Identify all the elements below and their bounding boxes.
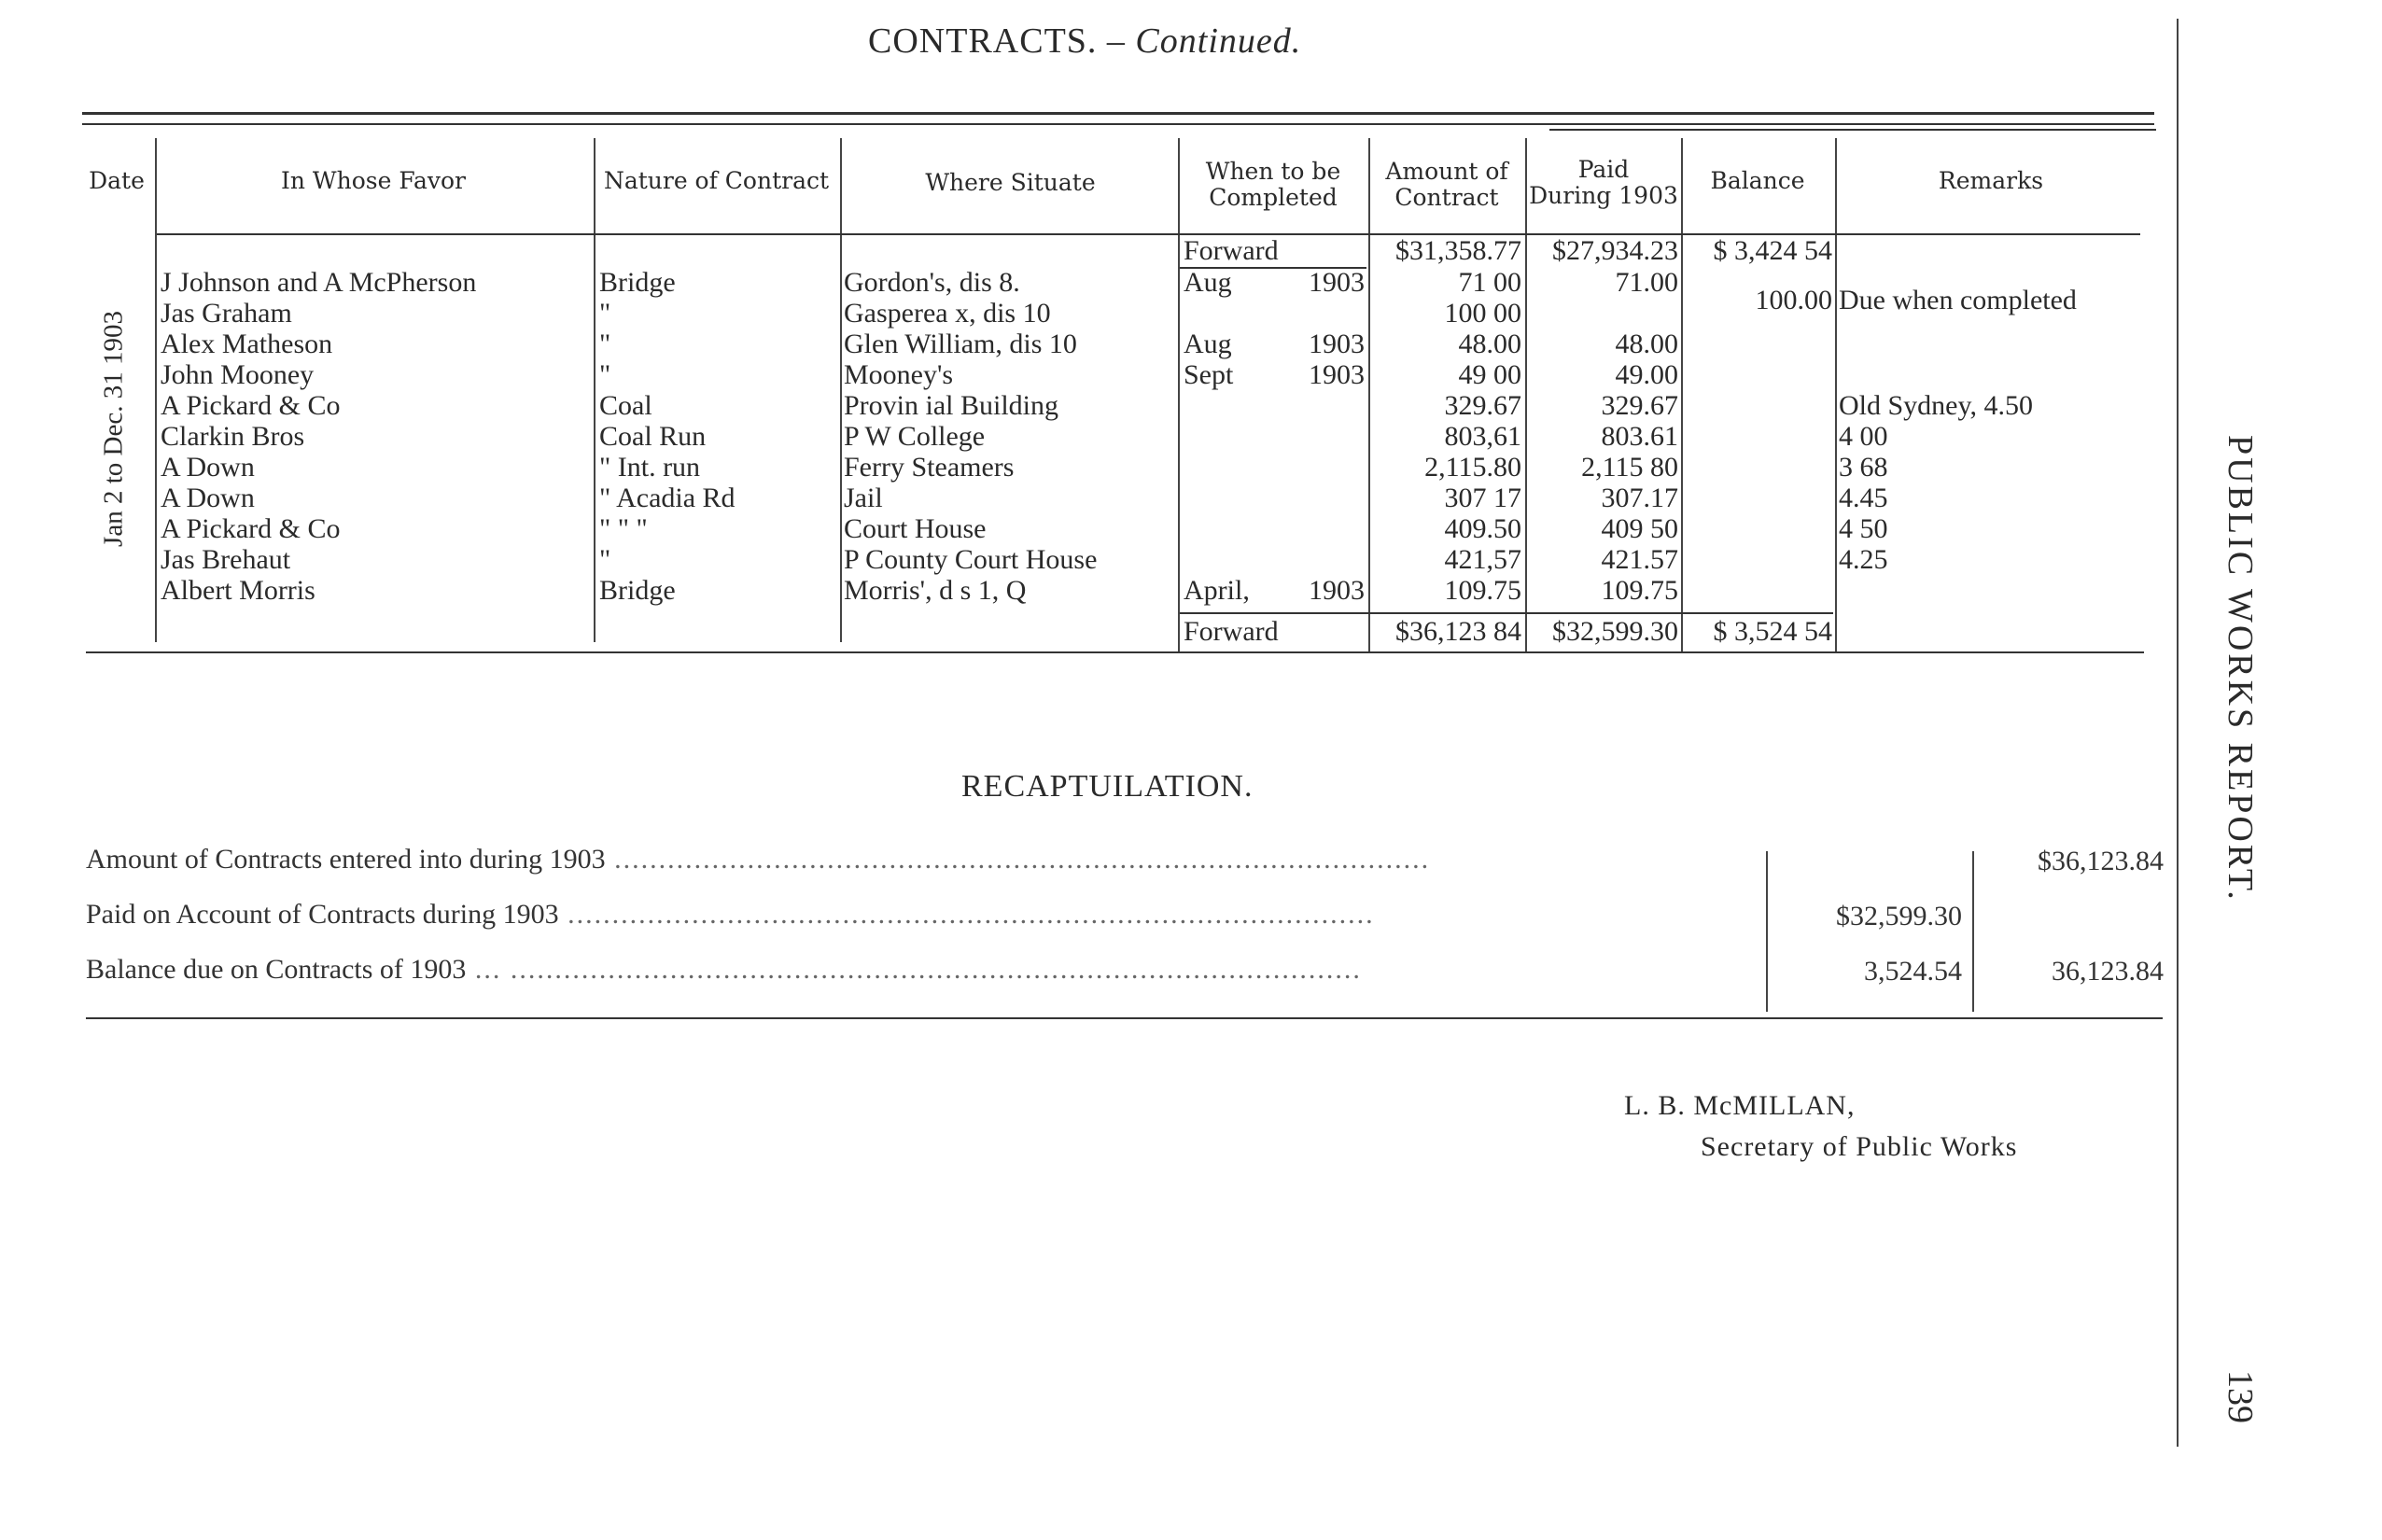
cell-where: Jail (844, 483, 883, 513)
table-bottom-rule (86, 651, 2144, 653)
cell-amount: 49 00 (1458, 359, 1521, 390)
cell-remarks: 4.25 (1839, 544, 1888, 575)
cell-when-year: 1903 (1309, 359, 1365, 390)
header-paid: Paid During 1903 (1529, 156, 1678, 209)
cell-nature: " (599, 544, 611, 575)
cell-favor: A Down (161, 452, 255, 483)
header-amount: Amount of Contract (1385, 158, 1508, 211)
cell-favor: Clarkin Bros (161, 421, 305, 452)
cell-paid: 49.00 (1615, 359, 1678, 390)
cell-nature: " (599, 298, 611, 329)
cell-paid: 48.00 (1615, 329, 1678, 359)
cell-nature: " " " (599, 513, 648, 544)
cell-when-month: April, (1184, 575, 1250, 606)
cell-favor: Albert Morris (161, 575, 315, 606)
top-rule (82, 112, 2154, 115)
cell-nature: Coal (599, 390, 652, 421)
header-balance: Balance (1710, 167, 1805, 194)
page-title: CONTRACTS. – Continued. (868, 21, 1302, 61)
header-where: Where Situate (925, 169, 1096, 196)
cell-when-month: Sept (1184, 359, 1234, 390)
cell-favor: A Down (161, 483, 255, 513)
col-divider (1681, 138, 1683, 651)
forward-bottom-balance: $ 3,524 54 (1713, 616, 1832, 647)
forward-bottom-label: Forward (1184, 616, 1279, 647)
margin-rule (2177, 19, 2179, 1447)
forward-bottom-paid: $32,599.30 (1552, 616, 1678, 647)
cell-when-month: Aug (1184, 267, 1232, 298)
forward-bottom-amount: $36,123 84 (1395, 616, 1521, 647)
recap-divider (1766, 851, 1768, 1012)
cell-nature: Coal Run (599, 421, 707, 452)
cell-where: P W College (844, 421, 986, 452)
forward-top-paid: $27,934.23 (1552, 235, 1678, 266)
cell-when-year: 1903 (1309, 575, 1365, 606)
cell-where: Gasperea x, dis 10 (844, 298, 1051, 329)
top-rule-2 (82, 123, 2154, 125)
forward-bottom-rule (1180, 612, 1833, 614)
col-divider (594, 138, 596, 642)
cell-remarks: 4.45 (1839, 483, 1888, 513)
cell-amount: 100 00 (1444, 298, 1521, 329)
recap-line-1-total: $36,123.84 (2038, 846, 2164, 876)
cell-where: Glen William, dis 10 (844, 329, 1077, 359)
col-divider (155, 138, 157, 642)
cell-where: Provin ial Building (844, 390, 1059, 421)
header-favor: In Whose Favor (280, 167, 467, 194)
date-range: Jan 2 to Dec. 31 1903 (98, 311, 129, 547)
cell-balance: 100.00 (1755, 285, 1832, 315)
cell-paid: 409 50 (1601, 513, 1678, 544)
cell-remarks: 4 00 (1839, 421, 1888, 452)
col-divider (1835, 138, 1837, 651)
cell-nature: " Acadia Rd (599, 483, 736, 513)
cell-remarks: 4 50 (1839, 513, 1888, 544)
recap-line-2: Paid on Account of Contracts during 1903 ........................................................................................... (86, 899, 1375, 930)
cell-favor: J Johnson and A McPherson (161, 267, 477, 298)
cell-where: Court House (844, 513, 987, 544)
cell-amount: 803,61 (1444, 421, 1521, 452)
cell-where: Ferry Steamers (844, 452, 1015, 483)
cell-remarks: Old Sydney, 4.50 (1839, 390, 2034, 421)
cell-amount: 409.50 (1444, 513, 1521, 544)
cell-paid: 329.67 (1601, 390, 1678, 421)
cell-where: Gordon's, dis 8. (844, 267, 1020, 298)
recap-line-3-mid: 3,524.54 (1864, 956, 1962, 987)
cell-remarks: 3 68 (1839, 452, 1888, 483)
cell-amount: 307 17 (1444, 483, 1521, 513)
cell-amount: 109.75 (1444, 575, 1521, 606)
col-divider (1178, 138, 1180, 651)
recap-title: RECAPTUILATION. (961, 769, 1254, 804)
header-remarks: Remarks (1938, 167, 2044, 194)
cell-when-month: Aug (1184, 329, 1232, 359)
forward-top-label: Forward (1184, 235, 1279, 266)
cell-favor: Jas Graham (161, 298, 292, 329)
cell-when-year: 1903 (1309, 267, 1365, 298)
side-title: PUBLIC WORKS REPORT. (2221, 435, 2260, 903)
cell-nature: " Int. run (599, 452, 701, 483)
cell-amount: 421,57 (1444, 544, 1521, 575)
cell-where: P County Court House (844, 544, 1098, 575)
forward-top-amount: $31,358.77 (1395, 235, 1521, 266)
recap-line-2-mid: $32,599.30 (1836, 901, 1962, 931)
cell-when-year: 1903 (1309, 329, 1365, 359)
cell-nature: " (599, 329, 611, 359)
cell-nature: Bridge (599, 575, 676, 606)
cell-paid: 421.57 (1601, 544, 1678, 575)
cell-favor: Jas Brehaut (161, 544, 291, 575)
cell-amount: 48.00 (1458, 329, 1521, 359)
cell-remarks: Due when completed (1839, 285, 2077, 315)
forward-top-balance: $ 3,424 54 (1713, 235, 1832, 266)
signature-title: Secretary of Public Works (1701, 1131, 2018, 1162)
cell-favor: Alex Matheson (161, 329, 333, 359)
recap-divider (1972, 851, 1974, 1012)
header-nature: Nature of Contract (603, 167, 830, 194)
cell-where: Mooney's (844, 359, 954, 390)
recap-bottom-rule (86, 1017, 2163, 1019)
recap-line-3: Balance due on Contracts of 1903 ... ................................................................................................ (86, 954, 1362, 985)
header-rule (157, 233, 2140, 235)
header-when: When to be Completed (1205, 158, 1341, 211)
cell-nature: " (599, 359, 611, 390)
cell-where: Morris', d s 1, Q (844, 575, 1027, 606)
cell-paid: 2,115 80 (1581, 452, 1678, 483)
cell-paid: 71.00 (1615, 267, 1678, 298)
cell-nature: Bridge (599, 267, 676, 298)
header-date: Date (89, 167, 145, 194)
signature-name: L. B. McMILLAN, (1624, 1090, 1856, 1121)
top-rule-3 (1549, 129, 2156, 131)
cell-paid: 109.75 (1601, 575, 1678, 606)
cell-paid: 307.17 (1601, 483, 1678, 513)
cell-amount: 329.67 (1444, 390, 1521, 421)
col-divider (840, 138, 842, 642)
cell-amount: 2,115.80 (1424, 452, 1521, 483)
cell-favor: A Pickard & Co (161, 513, 341, 544)
cell-favor: A Pickard & Co (161, 390, 341, 421)
page-number: 139 (2221, 1370, 2260, 1423)
recap-line-1: Amount of Contracts entered into during 1903 ............................................................................................ (86, 844, 1431, 875)
cell-favor: John Mooney (161, 359, 315, 390)
cell-paid: 803.61 (1601, 421, 1678, 452)
recap-line-3-total: 36,123.84 (2052, 956, 2164, 987)
cell-amount: 71 00 (1458, 267, 1521, 298)
